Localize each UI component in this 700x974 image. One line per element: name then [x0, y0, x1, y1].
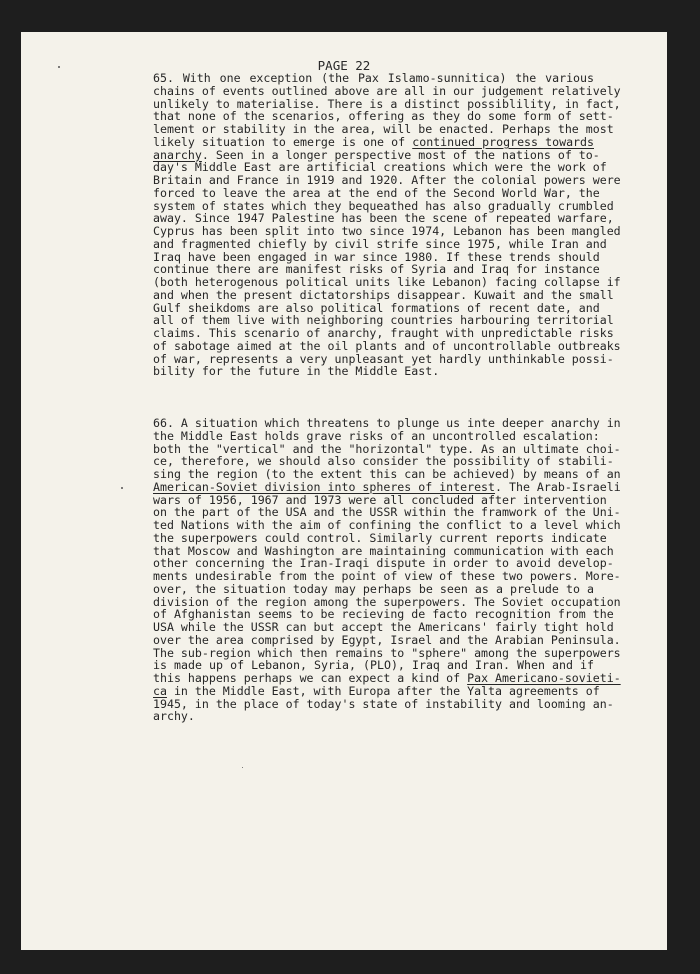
- text-line: [153, 479, 621, 494]
- text-line: sing the region (to the extent this can be achieved) by means of an: [153, 467, 621, 481]
- text-line: of war, represents a very unpleasant yet hardly unthinkable possi-: [153, 351, 614, 366]
- paper-speck: [58, 66, 60, 68]
- underlined-phrase: American-Soviet division into spheres of interest: [153, 479, 496, 494]
- paper-speck: [242, 767, 243, 768]
- text-line: on the part of the USA and the USSR within the framwork of the Uni-: [153, 505, 621, 520]
- text-line: the superpowers could control. Similarly current reports indicate: [153, 530, 607, 545]
- text-line: ted Nations with the aim of confining the conflict to a level which: [153, 518, 621, 532]
- text-line: other concerning the Iran-Iraqi dispute in order to avoid develop-: [153, 556, 614, 571]
- paragraph-66: [153, 416, 621, 724]
- text-line: is made up of Lebanon, Syria, (PLO), Iraq and Iran. When and if: [153, 658, 594, 673]
- text-line: division of the region among the superpowers. The Soviet occupation: [153, 594, 621, 609]
- document-page: [21, 32, 667, 950]
- text-line: bility for the future in the Middle East.: [153, 364, 440, 379]
- underlined-phrase: anarchy: [153, 147, 202, 162]
- page-number: PAGE 22: [317, 58, 371, 73]
- text-line: 65. With one exception (the Pax Islamo-sunnitica) the various: [153, 71, 594, 85]
- text-line: all of them live with neighboring countries harbouring territorial: [153, 313, 614, 328]
- underlined-phrase: ca: [153, 683, 167, 698]
- text-line: USA while the USSR can but accept the Americans' fairly tight hold: [153, 620, 614, 634]
- text-line: 66. A situation which threatens to plunge us inte deeper anarchy in: [153, 416, 621, 430]
- underlined-phrase: Pax Americano-sovieti-: [467, 671, 621, 685]
- text-line: both the "vertical" and the "horizontal" type. As an ultimate choi-: [153, 441, 621, 456]
- text-line: and when the present dictatorships disappear. Kuwait and the small: [153, 287, 614, 302]
- text-line: forced to leave the area at the end of the Second World War, the: [153, 185, 600, 200]
- text-line: over the area comprised by Egypt, Israel and the Arabian Peninsula.: [153, 632, 621, 647]
- text-line: lement or stability in the area, will be enacted. Perhaps the most: [153, 122, 614, 136]
- text-line: chains of events outlined above are all in our judgement relatively: [153, 83, 621, 98]
- text-segment: . Seen in a longer perspective most of the nations of to-: [201, 147, 600, 162]
- text-line: The sub-region which then remains to "sphere" among the superpowers: [153, 645, 621, 660]
- text-segment: in the Middle East, with Europa after the Yalta agreements of: [166, 683, 600, 698]
- text-line: Iraq have been engaged in war since 1980. If these trends should: [153, 249, 600, 264]
- paper-speck: [121, 487, 123, 489]
- text-line: of sabotage aimed at the oil plants and of uncontrollable outbreaks: [153, 338, 621, 353]
- text-line: that Moscow and Washington are maintaining communication with each: [153, 543, 614, 558]
- text-line: ments undesirable from the point of view of these two powers. More-: [153, 569, 621, 583]
- text-line: system of states which they bequeathed has also gradually crumbled: [153, 198, 614, 213]
- text-line: Cyprus has been split into two since 1974, Lebanon has been mangled: [153, 224, 621, 238]
- text-segment: this happens perhaps we can expect a kind of: [153, 671, 468, 685]
- text-line: ce, therefore, we should also consider the possibility of stabili-: [153, 454, 614, 469]
- text-line: over, the situation today may perhaps be seen as a prelude to a: [153, 581, 594, 596]
- text-line: archy.: [153, 709, 195, 724]
- text-line: of Afghanistan seems to be recieving de facto recognition from the: [153, 607, 614, 622]
- text-line: Britain and France in 1919 and 1920. After the colonial powers were: [153, 173, 621, 187]
- text-segment: likely situation to emerge is one of: [153, 134, 413, 149]
- text-line: continue there are manifest risks of Syria and Iraq for instance: [153, 262, 600, 277]
- text-line: and fragmented chiefly by civil strife since 1975, while Iran and: [153, 236, 607, 251]
- text-line: claims. This scenario of anarchy, fraught with unpredictable risks: [153, 326, 614, 340]
- text-line: unlikely to materialise. There is a distinct possiblility, in fact,: [153, 96, 621, 111]
- text-line: the Middle East holds grave risks of an uncontrolled escalation:: [153, 428, 600, 443]
- text-line: wars of 1956, 1967 and 1973 were all concluded after intervention: [153, 492, 607, 507]
- paragraph-65: [153, 71, 621, 379]
- text-line: Gulf sheikdoms are also political formations of recent date, and: [153, 300, 600, 315]
- text-line: day's Middle East are artificial creations which were the work of: [153, 160, 607, 175]
- text-line: that none of the scenarios, offering as they do some form of sett-: [153, 109, 614, 124]
- text-segment: . The Arab-Israeli: [495, 479, 621, 494]
- text-line: (both heterogenous political units like Lebanon) facing collapse if: [153, 275, 621, 289]
- underlined-phrase: continued progress towards: [412, 134, 594, 149]
- text-line: [153, 683, 600, 698]
- text-line: away. Since 1947 Palestine has been the scene of repeated warfare,: [153, 211, 614, 226]
- text-line: 1945, in the place of today's state of instability and looming an-: [153, 696, 614, 711]
